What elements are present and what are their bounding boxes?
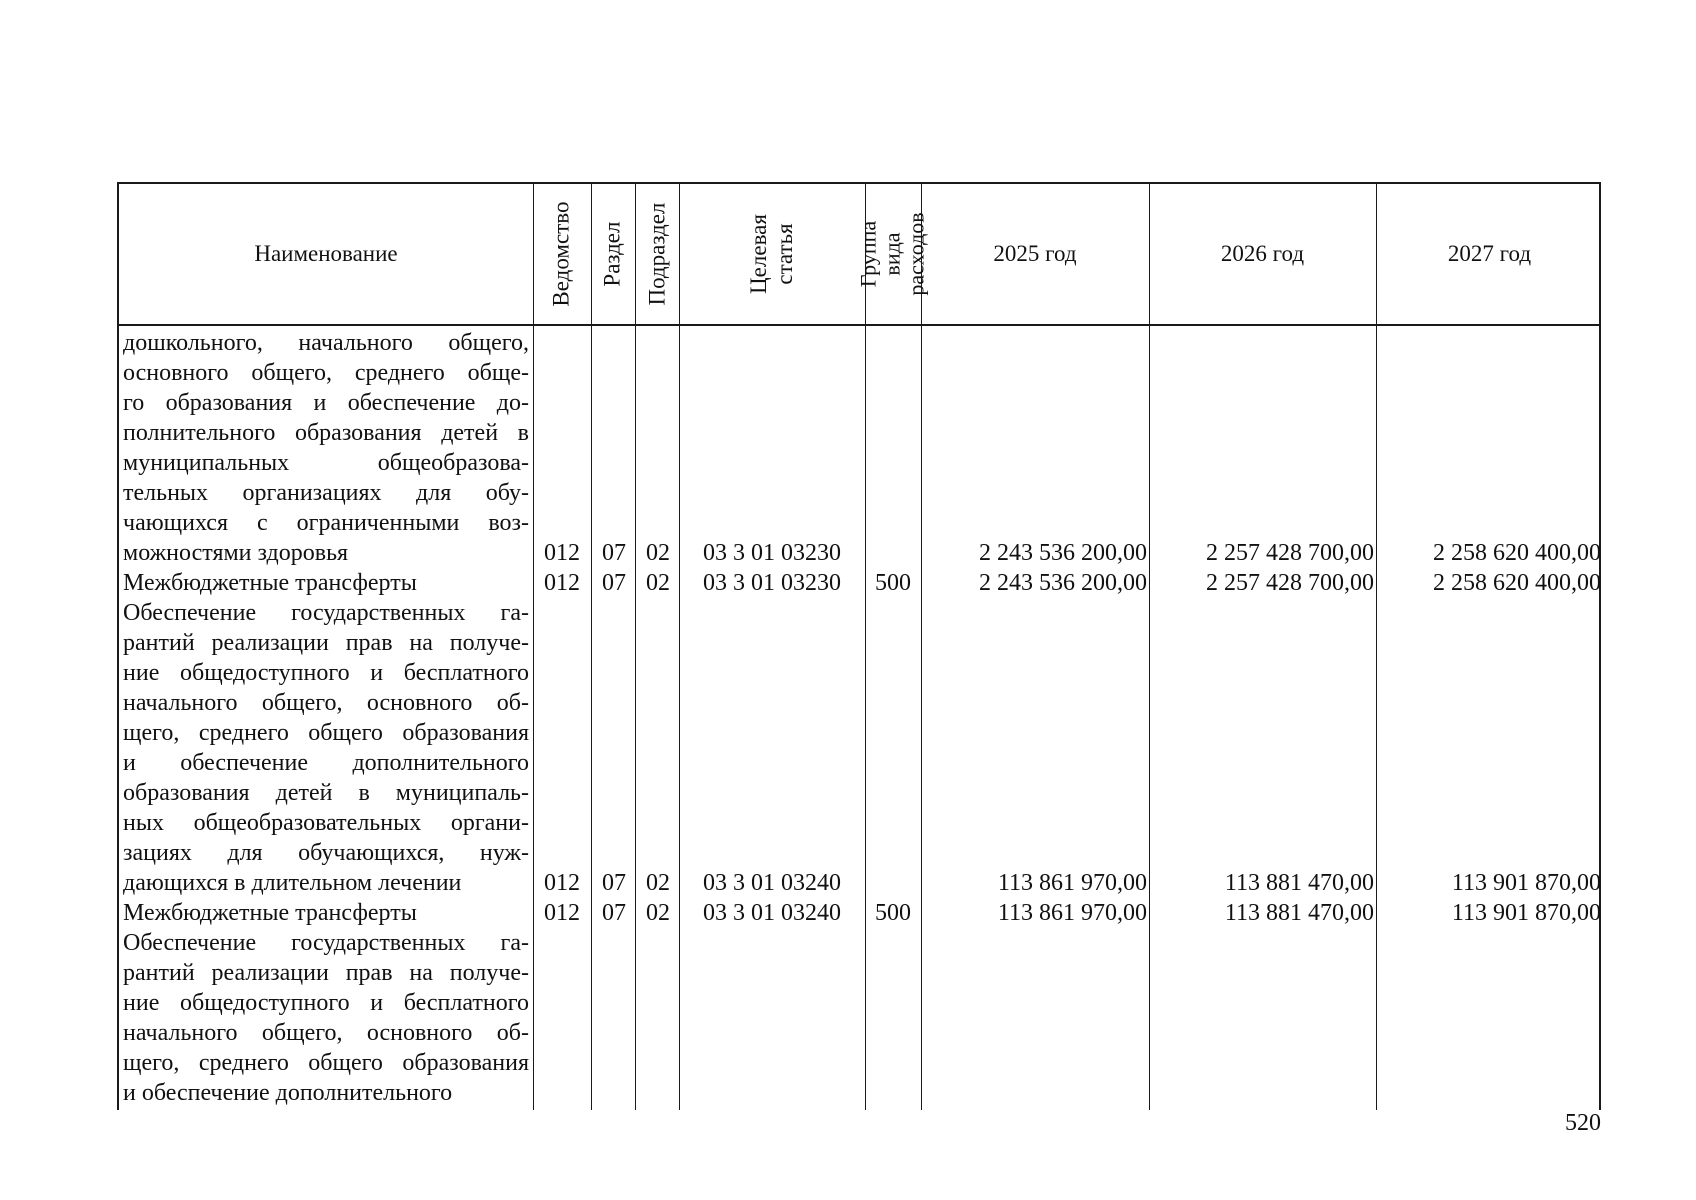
name-line: Обеспечение государственных га- bbox=[123, 600, 529, 626]
name-line: начального общего, основного об- bbox=[123, 1020, 529, 1046]
header-target-article-label: Целевая статья bbox=[746, 214, 797, 294]
header-subsection bbox=[635, 184, 679, 324]
header-section-label: Раздел bbox=[599, 221, 625, 287]
cell-target-article: 03 3 01 03240 bbox=[703, 870, 841, 896]
budget-table bbox=[117, 182, 1601, 1110]
name-line: муниципальных общеобразова- bbox=[123, 450, 529, 476]
name-line: ние общедоступного и бесплатного bbox=[123, 660, 529, 686]
cell-department: 012 bbox=[544, 570, 580, 596]
row-name bbox=[123, 928, 529, 1108]
cell-expense-group: 500 bbox=[875, 570, 911, 596]
name-line: рантий реализации прав на получе- bbox=[123, 630, 529, 656]
cell-y2025: 2 243 536 200,00 bbox=[979, 540, 1147, 566]
name-line: ных общеобразовательных органи- bbox=[123, 810, 529, 836]
name-line: можностями здоровья bbox=[123, 540, 349, 566]
name-line: чающихся с ограниченными воз- bbox=[123, 510, 529, 536]
row-name bbox=[123, 598, 529, 898]
header-department bbox=[533, 184, 591, 324]
name-line: дающихся в длительном лечении bbox=[123, 870, 462, 896]
cell-subsection: 02 bbox=[646, 570, 670, 596]
header-subsection-label: Подраздел bbox=[643, 202, 669, 306]
name-line: Обеспечение государственных га- bbox=[123, 930, 529, 956]
cell-y2026: 113 881 470,00 bbox=[1224, 900, 1374, 926]
cell-target-article: 03 3 01 03240 bbox=[703, 900, 841, 926]
cell-department: 012 bbox=[544, 900, 580, 926]
cell-y2025: 2 243 536 200,00 bbox=[979, 570, 1147, 596]
name-line: дошкольного, начального общего, bbox=[123, 330, 529, 356]
cell-department: 012 bbox=[544, 540, 580, 566]
cell-expense-group: 500 bbox=[875, 900, 911, 926]
cell-y2027: 2 258 620 400,00 bbox=[1433, 570, 1601, 596]
name-line: начального общего, основного об- bbox=[123, 690, 529, 716]
name-line: зациях для обучающихся, нуж- bbox=[123, 840, 529, 866]
header-expense-group bbox=[856, 184, 929, 324]
cell-y2027: 2 258 620 400,00 bbox=[1433, 540, 1601, 566]
name-line: щего, среднего общего образования bbox=[123, 720, 529, 746]
cell-y2027: 113 901 870,00 bbox=[1451, 900, 1601, 926]
cell-department: 012 bbox=[544, 870, 580, 896]
name-line: полнительного образования детей в bbox=[123, 420, 529, 446]
name-line: образования детей в муниципаль- bbox=[123, 780, 529, 806]
header-2025: 2025 год bbox=[993, 240, 1077, 266]
cell-subsection: 02 bbox=[646, 900, 670, 926]
row-name bbox=[123, 898, 529, 928]
name-line: ние общедоступного и бесплатного bbox=[123, 990, 529, 1016]
cell-section: 07 bbox=[602, 570, 626, 596]
header-name: Наименование bbox=[254, 240, 398, 266]
header-expense-group-label: Группа вида расходов bbox=[856, 212, 929, 296]
row-name bbox=[123, 568, 529, 598]
name-line: тельных организациях для обу- bbox=[123, 480, 529, 506]
header-department-label: Ведомство bbox=[548, 201, 574, 307]
name-line: Межбюджетные трансферты bbox=[123, 570, 417, 596]
cell-y2026: 2 257 428 700,00 bbox=[1206, 540, 1374, 566]
name-line: и обеспечение дополнительного bbox=[123, 1080, 453, 1106]
cell-section: 07 bbox=[602, 540, 626, 566]
cell-y2027: 113 901 870,00 bbox=[1451, 870, 1601, 896]
page-number: 520 bbox=[1565, 1110, 1601, 1136]
row-name bbox=[123, 328, 529, 568]
header-target-article bbox=[679, 184, 865, 324]
header-divider bbox=[119, 324, 1599, 326]
cell-y2025: 113 861 970,00 bbox=[997, 870, 1147, 896]
cell-section: 07 bbox=[602, 900, 626, 926]
name-line: щего, среднего общего образования bbox=[123, 1050, 529, 1076]
header-2026: 2026 год bbox=[1220, 240, 1305, 266]
header-2027: 2027 год bbox=[1447, 240, 1532, 266]
cell-y2025: 113 861 970,00 bbox=[997, 900, 1147, 926]
cell-y2026: 113 881 470,00 bbox=[1224, 870, 1374, 896]
header-section bbox=[591, 184, 635, 324]
cell-target-article: 03 3 01 03230 bbox=[703, 540, 841, 566]
cell-section: 07 bbox=[602, 870, 626, 896]
name-line: Межбюджетные трансферты bbox=[123, 900, 417, 926]
name-line: и обеспечение дополнительного bbox=[123, 750, 529, 776]
cell-subsection: 02 bbox=[646, 540, 670, 566]
name-line: го образования и обеспечение до- bbox=[123, 390, 529, 416]
cell-y2026: 2 257 428 700,00 bbox=[1206, 570, 1374, 596]
cell-subsection: 02 bbox=[646, 870, 670, 896]
name-line: рантий реализации прав на получе- bbox=[123, 960, 529, 986]
cell-target-article: 03 3 01 03230 bbox=[703, 570, 841, 596]
name-line: основного общего, среднего обще- bbox=[123, 360, 529, 386]
